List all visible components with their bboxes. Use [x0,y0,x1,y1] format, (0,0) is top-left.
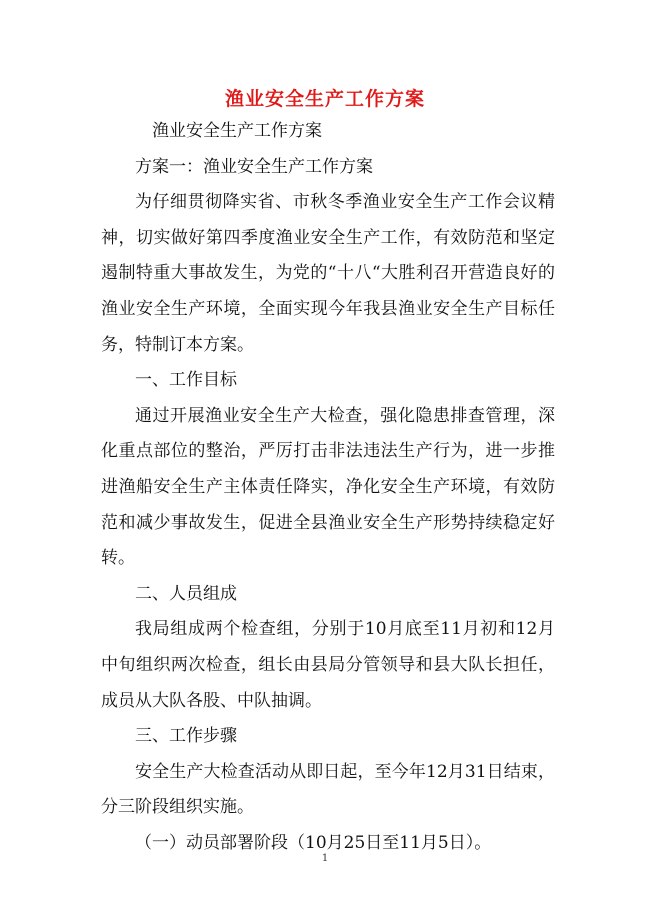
document-title: 渔业安全生产工作方案 [224,88,425,110]
step-one-paragraph: （一）动员部署阶段（10月25日至11月5日）。 [135,832,492,853]
goals-paragraph: 通过开展渔业安全生产大检查，强化隐患排查管理，深化重点部位的整治，严厉打击非法违法生产行为，进一步推进渔船安全生产主体责任降实，净化安全生产环境，有效防范和减少事故发生，促进全县渔业安全生产形势持续稳定好转。 [101,405,555,569]
section-heading-goals: 一、工作目标 [135,370,237,391]
page-number: 1 [321,853,329,864]
section-heading-steps: 三、工作步骤 [135,726,237,747]
document-body [101,114,555,861]
personnel-paragraph: 我局组成两个检查组，分别于10月底至11月初和12月中旬组织两次检查，组长由县局分管领导和县大队长担任，成员从大队各股、中队抽调。 [101,619,555,711]
steps-paragraph: 安全生产大检查活动从即日起，至今年12月31日结束，分三阶段组织实施。 [101,761,555,818]
plan-heading: 方案一：渔业安全生产工作方案 [135,156,373,177]
section-heading-personnel: 二、人员组成 [135,583,237,604]
intro-paragraph: 为仔细贯彻降实省、市秋冬季渔业安全生产工作会议精神，切实做好第四季度渔业安全生产工作，有效防范和坚定遏制特重大事故发生，为党的“十八“大胜利召开营造良好的渔业安全生产环境，全面实现今年我县渔业安全生产目标任务，特制订本方案。 [101,192,555,355]
subtitle-paragraph: 渔业安全生产工作方案 [152,121,322,141]
